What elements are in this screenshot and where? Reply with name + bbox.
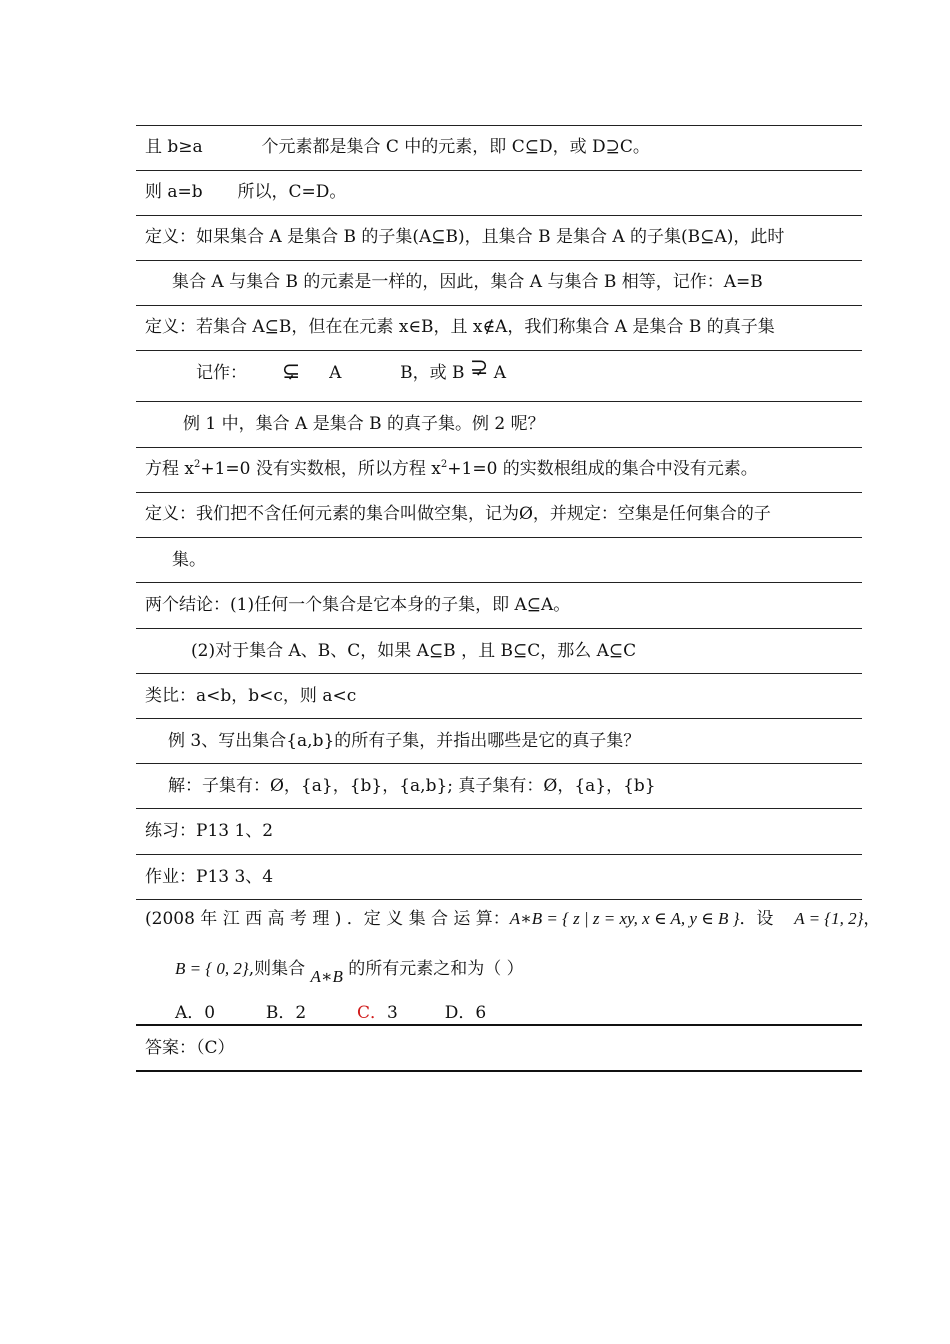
rule <box>136 401 862 402</box>
operation-result: A∗B <box>310 967 343 986</box>
definition-line: 定义：我们把不含任何元素的集合叫做空集，记为Ø，并规定：空集是任何集合的子 <box>145 504 771 524</box>
superscript: 2 <box>440 459 448 470</box>
analogy-line: 类比：a<b，b<c，则 a<c <box>145 686 357 706</box>
rule <box>136 854 862 855</box>
rule <box>136 492 862 493</box>
text-fragment: 所以，C=D。 <box>237 182 347 202</box>
example-line: 例 1 中，集合 A 是集合 B 的真子集。例 2 呢？ <box>183 414 545 434</box>
text-fragment: 则 a=b <box>145 182 203 202</box>
text-fragment: +1=0 的实数根组成的集合中没有元素。 <box>447 459 758 479</box>
choice-d: D．6 <box>444 1003 487 1023</box>
choice-a: A．0 <box>175 1003 216 1023</box>
text-fragment: 方程 x <box>145 459 194 479</box>
definition-line: 定义：如果集合 A 是集合 B 的子集(A⊆B)，且集合 B 是集合 A 的子集(B⊆A)，此时 <box>145 227 785 247</box>
rule <box>136 350 862 351</box>
superscript: 2 <box>194 459 201 470</box>
problem-statement <box>175 958 885 986</box>
notation-line <box>196 354 906 385</box>
rule <box>136 215 862 216</box>
rule <box>136 447 862 448</box>
operation-definition: A∗B = { z | z = xy, x ∈ A, y ∈ B } <box>509 909 740 928</box>
definition-line: 集合 A 与集合 B 的元素是一样的，因此，集合 A 与集合 B 相等，记作：A=B <box>172 272 763 292</box>
choice-c-letter: C． <box>357 1003 388 1023</box>
proper-subset-symbol: ⊊ <box>281 358 301 384</box>
rule <box>136 305 862 306</box>
rule <box>136 170 862 171</box>
problem-intro: (2008 年 江 西 高 考 理 ) ．定 义 集 合 运 算： <box>145 909 510 929</box>
rule <box>136 899 862 900</box>
rule <box>136 673 862 674</box>
definition-line: 定义：若集合 A⊆B，但在在元素 x∈B，且 x∉A，我们称集合 A 是集合 B 的真子集 <box>145 317 775 337</box>
text-fragment: ,则集合 <box>248 959 306 979</box>
text-fragment: ．设 <box>739 909 774 929</box>
text-fragment: B，或 B <box>400 363 465 383</box>
rule <box>136 260 862 261</box>
text-line <box>145 181 855 203</box>
proper-superset-symbol: ⊋ <box>469 354 489 380</box>
choice-c-value: 3 <box>387 1003 398 1023</box>
text-fragment: 的所有元素之和为（ ） <box>348 959 524 979</box>
answer-choices <box>175 1002 885 1024</box>
text-fragment: +1=0 没有实数根，所以方程 x <box>200 459 441 479</box>
rule <box>136 628 862 629</box>
solution-line: 解：子集有：Ø，{a}，{b}，{a,b}; 真子集有：Ø，{a}，{b} <box>168 776 656 796</box>
conclusion-line: 两个结论：(1)任何一个集合是它本身的子集，即 A⊆A。 <box>145 595 571 615</box>
rule-thick <box>136 1070 862 1072</box>
exercise-line: 练习：P13 1、2 <box>145 821 274 841</box>
set-letter: A <box>493 363 507 383</box>
rule <box>136 125 862 126</box>
rule <box>136 537 862 538</box>
set-b-definition: B = { 0, 2} <box>175 959 249 978</box>
rule <box>136 763 862 764</box>
text-fragment: 个元素都是集合 C 中的元素，即 C⊆D，或 D⊇C。 <box>261 137 650 157</box>
text-fragment: ， <box>863 909 881 929</box>
conclusion-line: (2)对于集合 A、B、C，如果 A⊆B ，且 B⊆C，那么 A⊆C <box>191 641 637 661</box>
definition-line: 集。 <box>172 550 206 570</box>
homework-line: 作业：P13 3、4 <box>145 867 274 887</box>
problem-statement <box>145 908 881 930</box>
rule <box>136 582 862 583</box>
set-a-definition: A = {1, 2} <box>794 909 864 928</box>
set-letter: A <box>329 363 342 383</box>
label: 记作： <box>196 363 247 383</box>
rule <box>136 718 862 719</box>
text-line <box>145 136 855 158</box>
rule <box>136 808 862 809</box>
answer-line: 答案：（C） <box>145 1038 235 1058</box>
text-line <box>145 458 855 480</box>
example-line: 例 3、写出集合{a,b}的所有子集，并指出哪些是它的真子集？ <box>168 731 641 751</box>
choice-b: B．2 <box>265 1003 307 1023</box>
text-fragment: 且 b≥a <box>145 137 203 157</box>
rule-thick <box>136 1024 862 1026</box>
